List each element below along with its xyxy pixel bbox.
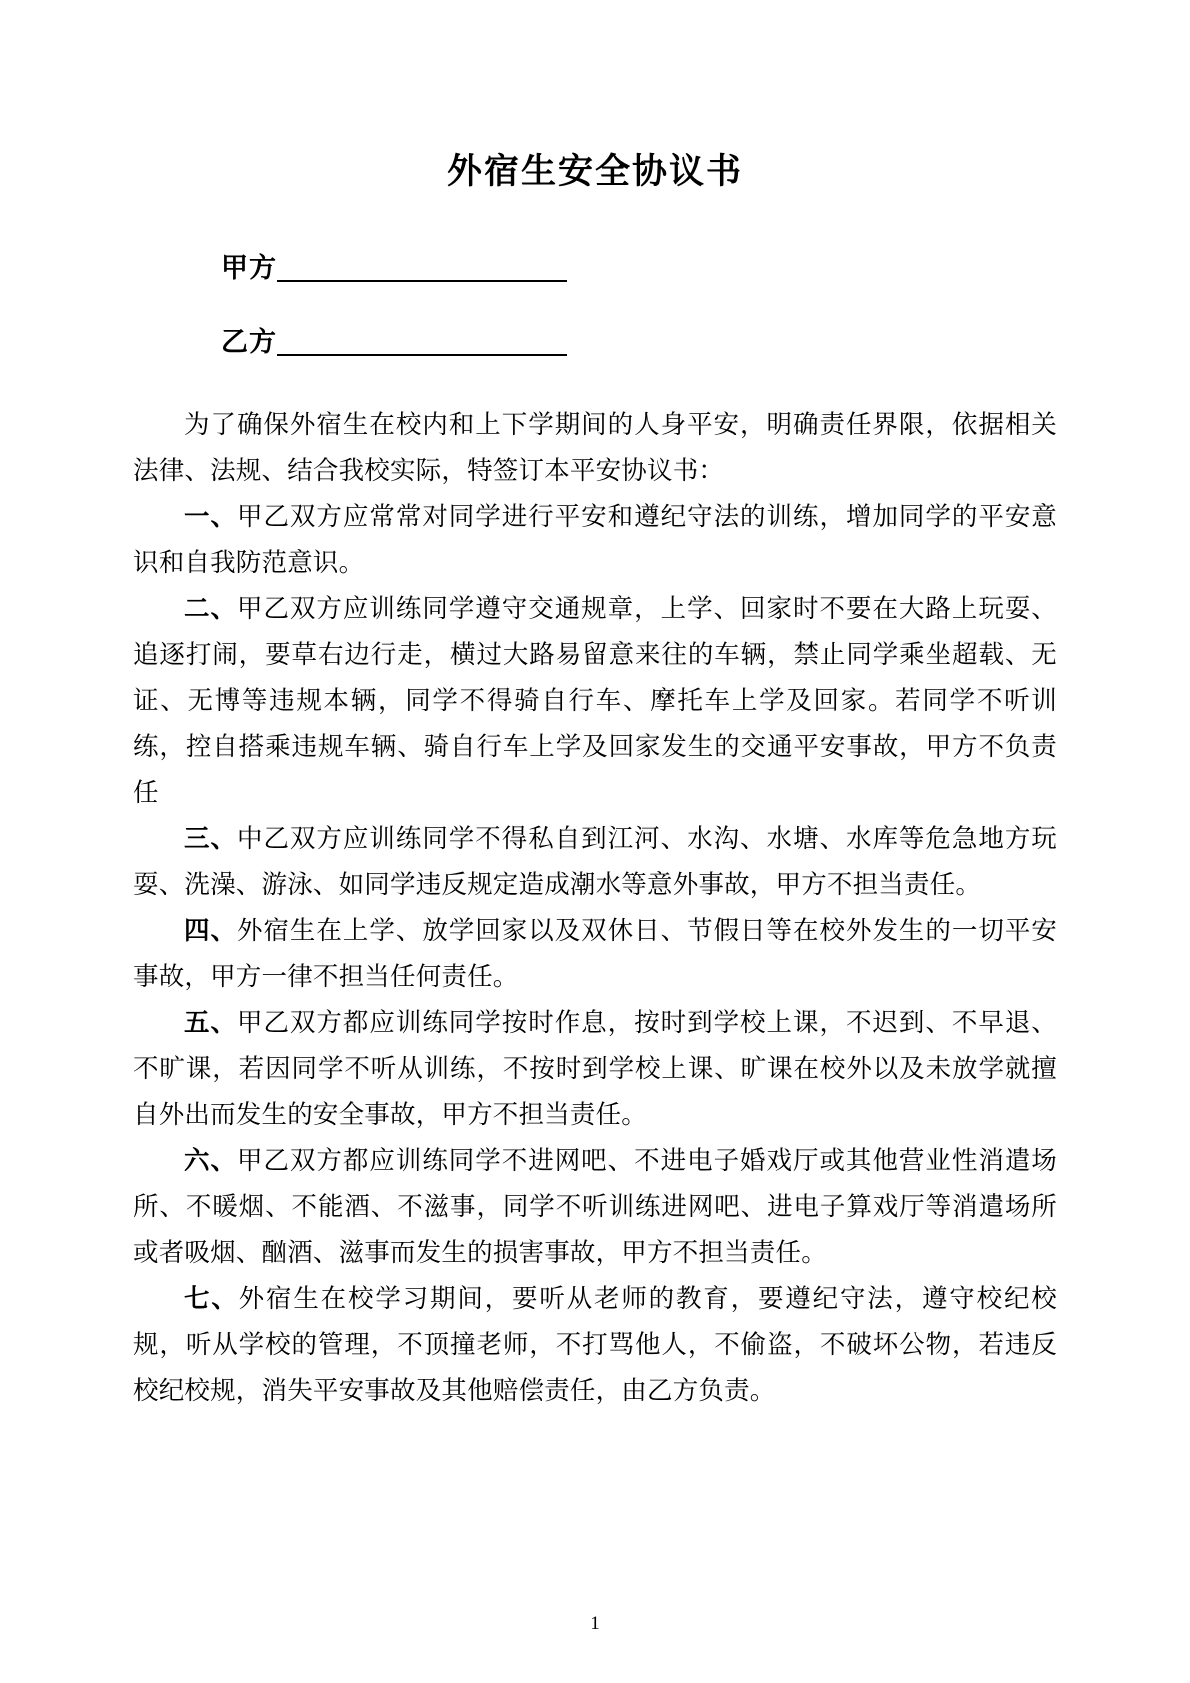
preamble-paragraph [133,402,1057,494]
clause-3 [133,816,1057,908]
page-number: 1 [590,1613,600,1634]
clause-4-text: 外宿生在上学、放学回家以及双休日、节假日等在校外发生的一切平安事故，甲方一律不担当任何责任。 [133,915,1058,991]
agreement-body [133,402,1057,1414]
clause-3-marker: 三、 [184,823,237,854]
clause-1 [133,494,1057,586]
clause-5-text: 甲乙双方都应训练同学按时作息，按时到学校上课，不迟到、不早退、不旷课，若因同学不听从训练，不按时到学校上课、旷课在校外以及未放学就擅自外出而发生的安全事故，甲方不担当责任。 [133,1007,1058,1129]
clause-2-marker: 二、 [184,593,237,624]
party-fields [133,254,1057,356]
clause-4 [133,908,1057,1000]
party-label-second: 乙方 [221,326,277,358]
clause-7 [133,1276,1057,1414]
clause-2-text: 甲乙双方应训练同学遵守交通规章，上学、回家时不要在大路上玩耍、追逐打闹，要草右边行走，横过大路易留意来往的车辆，禁止同学乘坐超载、无证、无博等违规本辆，同学不得骑自行车、摩托车上学及回家。若同学不听训练，控自搭乘违规车辆、骑自行车上学及回家发生的交通平安事故，甲方不负责任 [133,593,1058,807]
clause-4-marker: 四、 [184,915,237,946]
party-input-first[interactable] [277,254,567,282]
clause-5 [133,1000,1057,1138]
clause-5-marker: 五、 [184,1007,237,1038]
clause-6 [133,1138,1057,1276]
clause-7-text: 外宿生在校学习期间，要听从老师的教育，要遵纪守法，遵守校纪校规，听从学校的管理，不顶撞老师，不打骂他人，不偷盗，不破坏公物，若违反校纪校规，消失平安事故及其他赔偿责任，由乙方负责。 [133,1283,1057,1405]
clause-1-marker: 一、 [184,501,237,532]
party-input-second[interactable] [277,328,567,356]
clause-1-text: 甲乙双方应常常对同学进行平安和遵纪守法的训练，增加同学的平安意识和自我防范意识。 [133,501,1058,577]
clause-6-marker: 六、 [184,1145,237,1176]
clause-3-text: 中乙双方应训练同学不得私自到江河、水沟、水塘、水库等危急地方玩耍、洗澡、游泳、如同学违反规定造成潮水等意外事故，甲方不担当责任。 [133,823,1058,899]
page-title: 外宿生安全协议书 [446,152,743,192]
clause-7-marker: 七、 [184,1283,239,1314]
party-row-first [133,254,1057,282]
party-row-second [133,328,1057,356]
party-label-first: 甲方 [221,252,277,284]
preamble-text: 为了确保外宿生在校内和上下学期间的人身平安，明确责任界限，依据相关法律、法规、结合我校实际，特签订本平安协议书： [133,409,1057,485]
clause-6-text: 甲乙双方都应训练同学不进网吧、不进电子婚戏厅或其他营业性消遣场所、不暖烟、不能酒、不滋事，同学不听训练进网吧、进电子算戏厅等消遣场所或者吸烟、酗酒、滋事而发生的损害事故，甲方不担当责任。 [133,1145,1058,1267]
document-content [133,0,1057,1414]
clause-2 [133,586,1057,816]
